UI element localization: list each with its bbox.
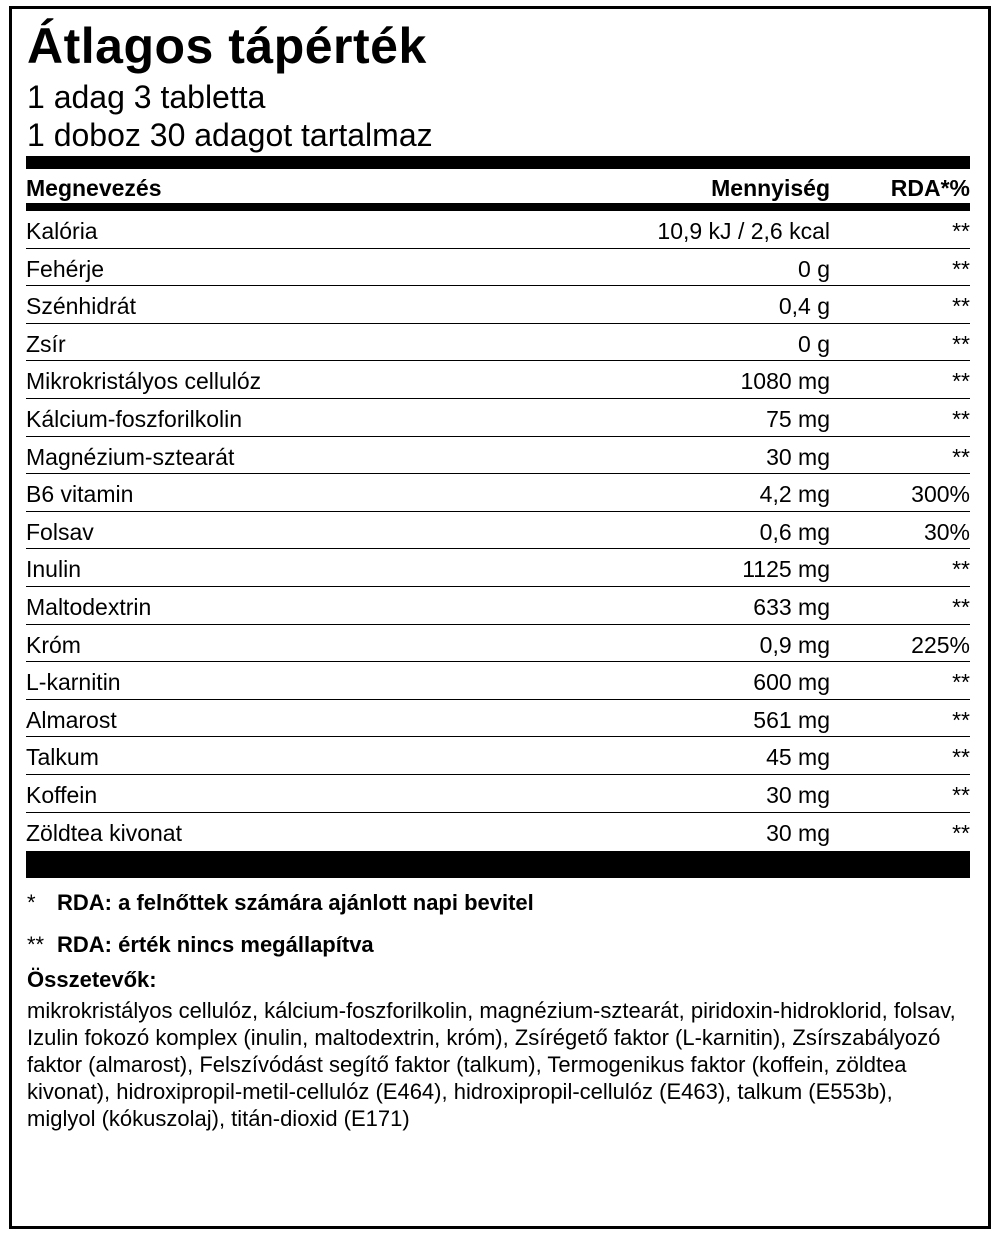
table-row bbox=[26, 512, 970, 550]
table-row bbox=[26, 775, 970, 813]
nutrient-name: Szénhidrát bbox=[26, 293, 136, 320]
nutrient-name: Koffein bbox=[26, 781, 98, 808]
column-header-rda: RDA*% bbox=[890, 175, 970, 201]
nutrient-amount: 4,2 mg bbox=[759, 481, 830, 508]
table-row bbox=[26, 549, 970, 587]
nutrient-name: Magnézium-sztearát bbox=[26, 443, 235, 470]
nutrient-amount: 0,6 mg bbox=[759, 518, 830, 545]
nutrient-rda: ** bbox=[952, 405, 970, 432]
nutrient-rda: ** bbox=[952, 744, 970, 771]
footnote-rda-not-set bbox=[27, 932, 374, 958]
nutrient-rda: ** bbox=[952, 706, 970, 733]
nutrient-rda: ** bbox=[952, 443, 970, 470]
nutrient-amount: 0,9 mg bbox=[759, 631, 830, 658]
table-row bbox=[26, 625, 970, 663]
nutrient-amount: 30 mg bbox=[766, 781, 830, 808]
nutrient-amount: 600 mg bbox=[753, 669, 830, 696]
nutrient-name: Almarost bbox=[26, 706, 117, 733]
table-row bbox=[26, 662, 970, 700]
table-row bbox=[26, 813, 970, 851]
ingredients-text: mikrokristályos cellulóz, kálcium-foszforilkolin, magnézium-sztearát, piridoxin-hidroklorid, folsav, Izulin fokozó komplex (inulin, maltodextrin, króm), Zsírégető faktor (L-karnitin), Zsírszabályozó faktor (almarost), Felszívódást segítő faktor (talkum), Termogenikus faktor (koffein, zöldtea kivonat), hidroxipropil-metil-cellulóz (E464), hidroxipropil-cellulóz (E463), talkum (E553b), miglyol (kókuszolaj), titán-dioxid (E171) bbox=[27, 998, 956, 1131]
table-row bbox=[26, 700, 970, 738]
nutrient-name: Inulin bbox=[26, 556, 81, 583]
footnote-rda bbox=[27, 890, 534, 916]
table-row bbox=[26, 249, 970, 287]
nutrient-name: L-karnitin bbox=[26, 669, 121, 696]
bottom-divider-bar bbox=[26, 851, 970, 878]
nutrient-name: Zsír bbox=[26, 330, 66, 357]
nutrient-amount: 30 mg bbox=[766, 443, 830, 470]
nutrient-name: Folsav bbox=[26, 518, 94, 545]
column-header-name: Megnevezés bbox=[26, 175, 162, 201]
nutrient-rda: ** bbox=[952, 368, 970, 395]
nutrient-rda: ** bbox=[952, 293, 970, 320]
footnote-text: RDA: a felnőttek számára ajánlott napi bevitel bbox=[57, 890, 534, 915]
nutrient-amount: 10,9 kJ / 2,6 kcal bbox=[657, 218, 830, 244]
nutrient-name: Mikrokristályos cellulóz bbox=[26, 368, 262, 395]
table-row bbox=[26, 587, 970, 625]
nutrient-amount: 1125 mg bbox=[742, 556, 830, 583]
table-row bbox=[26, 211, 970, 249]
nutrient-amount: 0 g bbox=[798, 330, 830, 357]
nutrient-rda: ** bbox=[952, 819, 970, 846]
table-row bbox=[26, 324, 970, 362]
nutrient-name: Zöldtea kivonat bbox=[26, 819, 182, 846]
table-row bbox=[26, 361, 970, 399]
column-header-amount: Mennyiség bbox=[711, 175, 830, 201]
nutrient-rda: 225% bbox=[911, 631, 970, 658]
page-title: Átlagos tápérték bbox=[27, 18, 427, 74]
nutrient-rda: ** bbox=[952, 593, 970, 620]
nutrient-name: Króm bbox=[26, 631, 81, 658]
nutrient-rda: ** bbox=[952, 669, 970, 696]
nutrient-name: B6 vitamin bbox=[26, 481, 134, 508]
footnote-text: RDA: érték nincs megállapítva bbox=[57, 932, 374, 957]
nutrition-table-body bbox=[26, 211, 970, 850]
nutrient-rda: ** bbox=[952, 330, 970, 357]
servings-per-package: 1 doboz 30 adagot tartalmaz bbox=[27, 117, 433, 153]
nutrient-rda: 300% bbox=[911, 481, 970, 508]
serving-size: 1 adag 3 tabletta bbox=[27, 79, 266, 115]
nutrient-rda: ** bbox=[952, 781, 970, 808]
table-row bbox=[26, 399, 970, 437]
table-row bbox=[26, 737, 970, 775]
nutrient-rda: ** bbox=[952, 556, 970, 583]
table-header bbox=[26, 171, 970, 203]
nutrient-name: Fehérje bbox=[26, 255, 104, 282]
table-row bbox=[26, 474, 970, 512]
nutrient-amount: 75 mg bbox=[766, 405, 830, 432]
table-row bbox=[26, 437, 970, 475]
nutrient-rda: 30% bbox=[923, 518, 970, 545]
footnote-mark: ** bbox=[27, 932, 45, 957]
nutrient-rda: ** bbox=[952, 218, 970, 244]
nutrient-name: Maltodextrin bbox=[26, 593, 152, 620]
header-divider-bar bbox=[26, 203, 970, 211]
nutrient-amount: 633 mg bbox=[753, 593, 830, 620]
footnote-mark: * bbox=[27, 890, 36, 915]
nutrient-rda: ** bbox=[952, 255, 970, 282]
nutrient-name: Talkum bbox=[26, 744, 99, 771]
nutrient-amount: 45 mg bbox=[766, 744, 830, 771]
top-divider-bar bbox=[26, 156, 970, 169]
nutrient-amount: 0,4 g bbox=[778, 293, 830, 320]
nutrient-name: Kalória bbox=[26, 218, 98, 244]
table-row bbox=[26, 286, 970, 324]
nutrient-name: Kálcium-foszforilkolin bbox=[26, 405, 243, 432]
ingredients-title: Összetevők: bbox=[27, 967, 157, 992]
nutrient-amount: 0 g bbox=[798, 255, 830, 282]
nutrient-amount: 1080 mg bbox=[740, 368, 830, 395]
nutrient-amount: 561 mg bbox=[753, 706, 830, 733]
nutrient-amount: 30 mg bbox=[766, 819, 830, 846]
